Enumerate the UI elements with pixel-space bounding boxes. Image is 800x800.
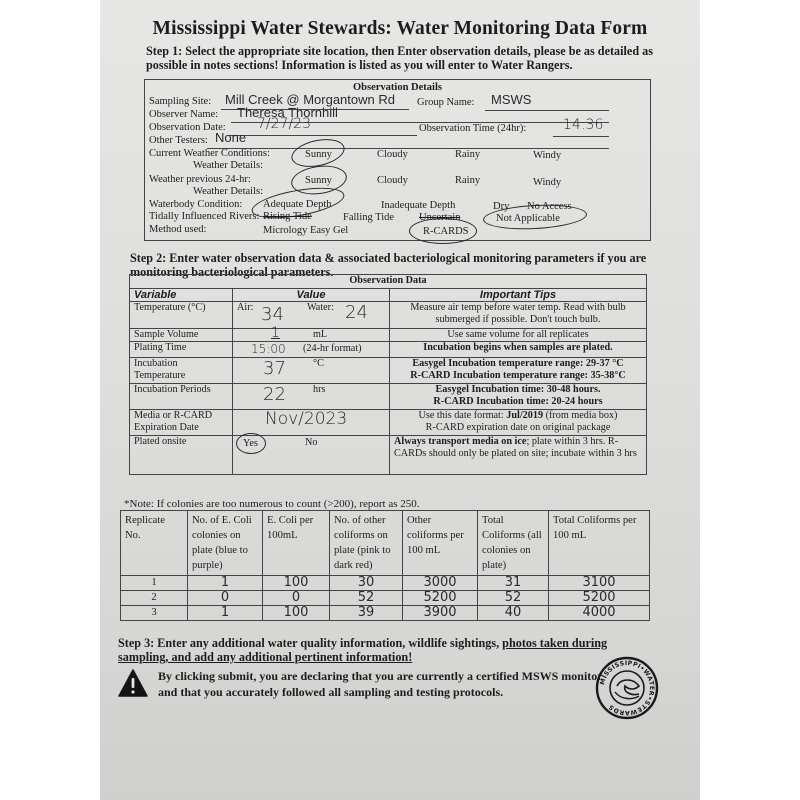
replicate-row — [121, 606, 650, 621]
expiration-tip-pre: Use this date format: — [418, 410, 507, 421]
other-coliforms-per-100ml-cell[interactable]: 3000 — [403, 576, 478, 591]
sample-volume-tip: Use same volume for all replicates — [390, 329, 647, 342]
plating-time-value-cell[interactable] — [233, 342, 390, 358]
plating-time-label: Plating Time — [130, 342, 233, 358]
water-label: Water: — [307, 302, 334, 313]
observation-details-box — [144, 79, 651, 241]
expiration-tip-format: Jul/2019 — [506, 410, 544, 421]
current-weather-option-windy[interactable]: Windy — [533, 150, 562, 161]
plated-onsite-tip — [390, 436, 647, 475]
ecoli-colonies-cell[interactable]: 1 — [188, 576, 263, 591]
total-coliforms-cell[interactable]: 52 — [478, 591, 549, 606]
row-plated-onsite — [130, 436, 647, 475]
total-coliforms-header: Total Coliforms (all colonies on plate) — [478, 511, 549, 576]
expiration-tip-2: R-CARD expiration date on original package — [425, 422, 611, 433]
observation-data-title: Observation Data — [130, 275, 647, 289]
other-coliforms-cell[interactable]: 52 — [330, 591, 403, 606]
group-name-label: Group Name: — [417, 97, 475, 108]
step1-instructions: Step 1: Select the appropriate site location, then Enter observation details, please be as detailed as possible in notes sections! Information is listed as you will enter to Water Rangers. — [146, 44, 653, 72]
ecoli-colonies-cell[interactable]: 0 — [188, 591, 263, 606]
row-temperature — [130, 302, 647, 329]
form-title: Mississippi Water Stewards: Water Monitoring Data Form — [152, 18, 648, 39]
incubation-temp-tip — [390, 358, 647, 384]
tidal-option-not-applicable[interactable]: Not Applicable — [496, 213, 560, 224]
col-value-header: Value — [233, 289, 390, 302]
observation-date-label: Observation Date: — [149, 122, 226, 133]
waterbody-option-adequate[interactable]: Adequate Depth — [263, 199, 332, 210]
total-coliforms-cell[interactable]: 31 — [478, 576, 549, 591]
easygel-temp-tip: Easygel Incubation temperature range: 29-37 °C — [412, 358, 624, 369]
col-variable-header: Variable — [130, 289, 233, 302]
current-weather-option-sunny[interactable]: Sunny — [305, 149, 332, 160]
colony-count-note: *Note: If colonies are too numerous to count (>200), report as 250. — [124, 498, 420, 510]
waterbody-option-no-access[interactable]: No Access — [527, 201, 572, 212]
waterbody-condition-label: Waterbody Condition: — [149, 199, 243, 210]
sample-volume-unit: mL — [313, 329, 328, 340]
ecoli-colonies-header: No. of E. Coli colonies on plate (blue to purple) — [188, 511, 263, 576]
tidal-option-falling[interactable]: Falling Tide — [343, 212, 395, 223]
plated-onsite-value-cell — [233, 436, 390, 475]
total-coliforms-cell[interactable]: 40 — [478, 606, 549, 621]
expiration-tip-post: (from media box) — [543, 410, 618, 421]
incubation-period-tip — [390, 384, 647, 410]
form-paper — [100, 0, 700, 800]
observation-date-value: 7/27/23 — [257, 116, 311, 132]
temperature-label: Temperature (°C) — [130, 302, 233, 329]
plating-time-tip: Incubation begins when samples are plated. — [390, 342, 647, 358]
sample-volume-label: Sample Volume — [130, 329, 233, 342]
row-expiration-date — [130, 410, 647, 436]
plated-onsite-tip-bold: Always transport media on ice — [394, 436, 527, 447]
row-incubation-temperature — [130, 358, 647, 384]
warning-icon — [118, 669, 148, 697]
total-coliforms-per-100ml-cell[interactable]: 4000 — [549, 606, 650, 621]
step3-prefix: Step 3: Enter any additional water quality information, wildlife sightings, — [118, 636, 503, 650]
method-selected-circle — [409, 218, 477, 244]
expiration-label: Media or R-CARD Expiration Date — [130, 410, 233, 436]
other-coliforms-header: No. of other coliforms on plate (pink to dark red) — [330, 511, 403, 576]
ecoli-per-100ml-cell[interactable]: 0 — [263, 591, 330, 606]
rcard-time-tip: R-CARD Incubation time: 20-24 hours — [433, 396, 603, 407]
other-coliforms-per-100ml-cell[interactable]: 5200 — [403, 591, 478, 606]
plated-onsite-tip-rest: ; plate within 3 hrs. R-CARDs should only be plated on site; incubate within 3 hrs — [394, 436, 637, 459]
other-testers-label: Other Testers: — [149, 135, 208, 146]
weather-details-label-2: Weather Details: — [193, 186, 263, 197]
other-testers-value: None — [215, 130, 247, 145]
replicate-no: 1 — [121, 576, 188, 591]
ecoli-per-100ml-cell[interactable]: 100 — [263, 606, 330, 621]
method-option-rcards[interactable]: R-CARDS — [423, 226, 469, 237]
waterbody-option-dry[interactable]: Dry — [493, 201, 510, 212]
replicate-row — [121, 576, 650, 591]
plated-onsite-label: Plated onsite — [130, 436, 233, 475]
ecoli-colonies-cell[interactable]: 1 — [188, 606, 263, 621]
weather-previous-option-rainy[interactable]: Rainy — [455, 175, 481, 186]
row-sample-volume — [130, 329, 647, 342]
tidal-option-rising[interactable]: Rising Tide — [263, 211, 312, 222]
weather-details-label: Weather Details: — [193, 160, 263, 171]
incubation-period-value-cell[interactable] — [233, 384, 390, 410]
expiration-value-cell[interactable] — [233, 410, 390, 436]
weather-previous-option-sunny[interactable]: Sunny — [305, 175, 332, 186]
other-coliforms-cell[interactable]: 30 — [330, 576, 403, 591]
weather-previous-option-windy[interactable]: Windy — [533, 177, 562, 188]
row-incubation-periods — [130, 384, 647, 410]
other-coliforms-per-100ml-cell[interactable]: 3900 — [403, 606, 478, 621]
replicates-table — [120, 510, 650, 621]
sampling-site-label: Sampling Site: — [149, 96, 212, 107]
expiration-value: Nov/2023 — [265, 409, 348, 429]
expiration-tip — [390, 410, 647, 436]
observation-time-label: Observation Time (24hr): — [419, 123, 527, 134]
step2-instructions: Step 2: Enter water observation data & associated bacteriological monitoring parameters if you are monitoring bacteriological parameters. — [130, 251, 647, 279]
current-weather-label: Current Weather Conditions: — [149, 148, 270, 159]
sample-volume-value-cell[interactable] — [233, 325, 390, 342]
temperature-value-cell[interactable] — [233, 302, 390, 329]
observation-details-heading: Observation Details — [353, 82, 442, 93]
other-coliforms-per-100ml-header: Other coliforms per 100 mL — [403, 511, 478, 576]
replicates-header-row — [121, 511, 650, 576]
method-option-easygel[interactable]: Micrology Easy Gel — [263, 225, 349, 236]
plated-onsite-no[interactable]: No — [305, 437, 318, 448]
incubation-temp-unit: °C — [313, 358, 324, 369]
incubation-temp-value: 37 — [263, 358, 286, 379]
incubation-temp-value-cell[interactable] — [233, 358, 390, 384]
air-value: 34 — [261, 304, 284, 325]
svg-text:MISSISSIPPI•WATER•STEWARDS: MISSISSIPPI•WATER•STEWARDS — [599, 659, 656, 717]
observation-time-value: 14:36 — [563, 117, 604, 133]
observer-name-value: Theresa Thornhill — [237, 105, 338, 120]
waterbody-option-inadequate[interactable]: Inadequate Depth — [381, 200, 456, 211]
weather-previous-option-cloudy[interactable]: Cloudy — [377, 175, 408, 186]
plating-time-value: 15:00 — [251, 342, 286, 356]
current-weather-option-rainy[interactable]: Rainy — [455, 149, 481, 160]
rcard-temp-tip: R-CARD Incubation temperature range: 35-38°C — [410, 370, 626, 381]
temperature-tip: Measure air temp before water temp. Read with bulb submerged if possible. Don't touch bulb. — [390, 302, 647, 329]
incubation-period-value: 22 — [263, 384, 286, 405]
observer-name-label: Observer Name: — [149, 109, 219, 120]
plating-time-unit: (24-hr format) — [303, 343, 362, 354]
replicate-no: 3 — [121, 606, 188, 621]
step3-underlined: photos taken during sampling, and add any additional pertinent information! — [118, 636, 608, 664]
replicate-no: 2 — [121, 591, 188, 606]
current-weather-option-cloudy[interactable]: Cloudy — [377, 149, 408, 160]
method-label: Method used: — [149, 224, 207, 235]
total-coliforms-per-100ml-cell[interactable]: 3100 — [549, 576, 650, 591]
plated-onsite-yes[interactable]: Yes — [243, 438, 258, 449]
incubation-period-unit: hrs — [313, 384, 326, 395]
weather-previous-label: Weather previous 24-hr: — [149, 174, 251, 185]
other-testers-field[interactable] — [207, 135, 609, 149]
ecoli-per-100ml-header: E. Coli per 100mL — [263, 511, 330, 576]
incubation-temp-label: Incubation Temperature — [130, 358, 233, 384]
total-coliforms-per-100ml-cell[interactable]: 5200 — [549, 591, 650, 606]
col-tips-header: Important Tips — [390, 289, 647, 302]
easygel-time-tip: Easygel Incubation time: 30-48 hours. — [435, 384, 601, 395]
water-value: 24 — [345, 302, 368, 323]
replicate-header: Replicate No. — [121, 511, 188, 576]
declaration-text: By clicking submit, you are declaring that you are currently a certified MSWS monitor and that you accurately followed all sampling and testing protocols. — [158, 669, 603, 699]
total-coliforms-per-100ml-header: Total Coliforms per 100 mL — [549, 511, 650, 576]
sample-volume-value: 1 — [271, 325, 280, 341]
step3-instructions — [118, 636, 618, 664]
replicate-row — [121, 591, 650, 606]
tidal-option-uncertain[interactable]: Uncertain — [419, 212, 461, 223]
observation-data-table — [129, 274, 647, 475]
plated-onsite-selected-circle — [236, 433, 266, 454]
tidal-label: Tidally Influenced Rivers: — [149, 211, 260, 222]
ecoli-per-100ml-cell[interactable]: 100 — [263, 576, 330, 591]
air-label: Air: — [237, 302, 254, 313]
group-name-value: MSWS — [491, 92, 532, 107]
other-coliforms-cell[interactable]: 39 — [330, 606, 403, 621]
sampling-site-value: Mill Creek @ Morgantown Rd — [225, 92, 395, 107]
incubation-period-label: Incubation Periods — [130, 384, 233, 410]
row-plating-time — [130, 342, 647, 358]
mississippi-water-stewards-seal-logo — [595, 656, 659, 720]
